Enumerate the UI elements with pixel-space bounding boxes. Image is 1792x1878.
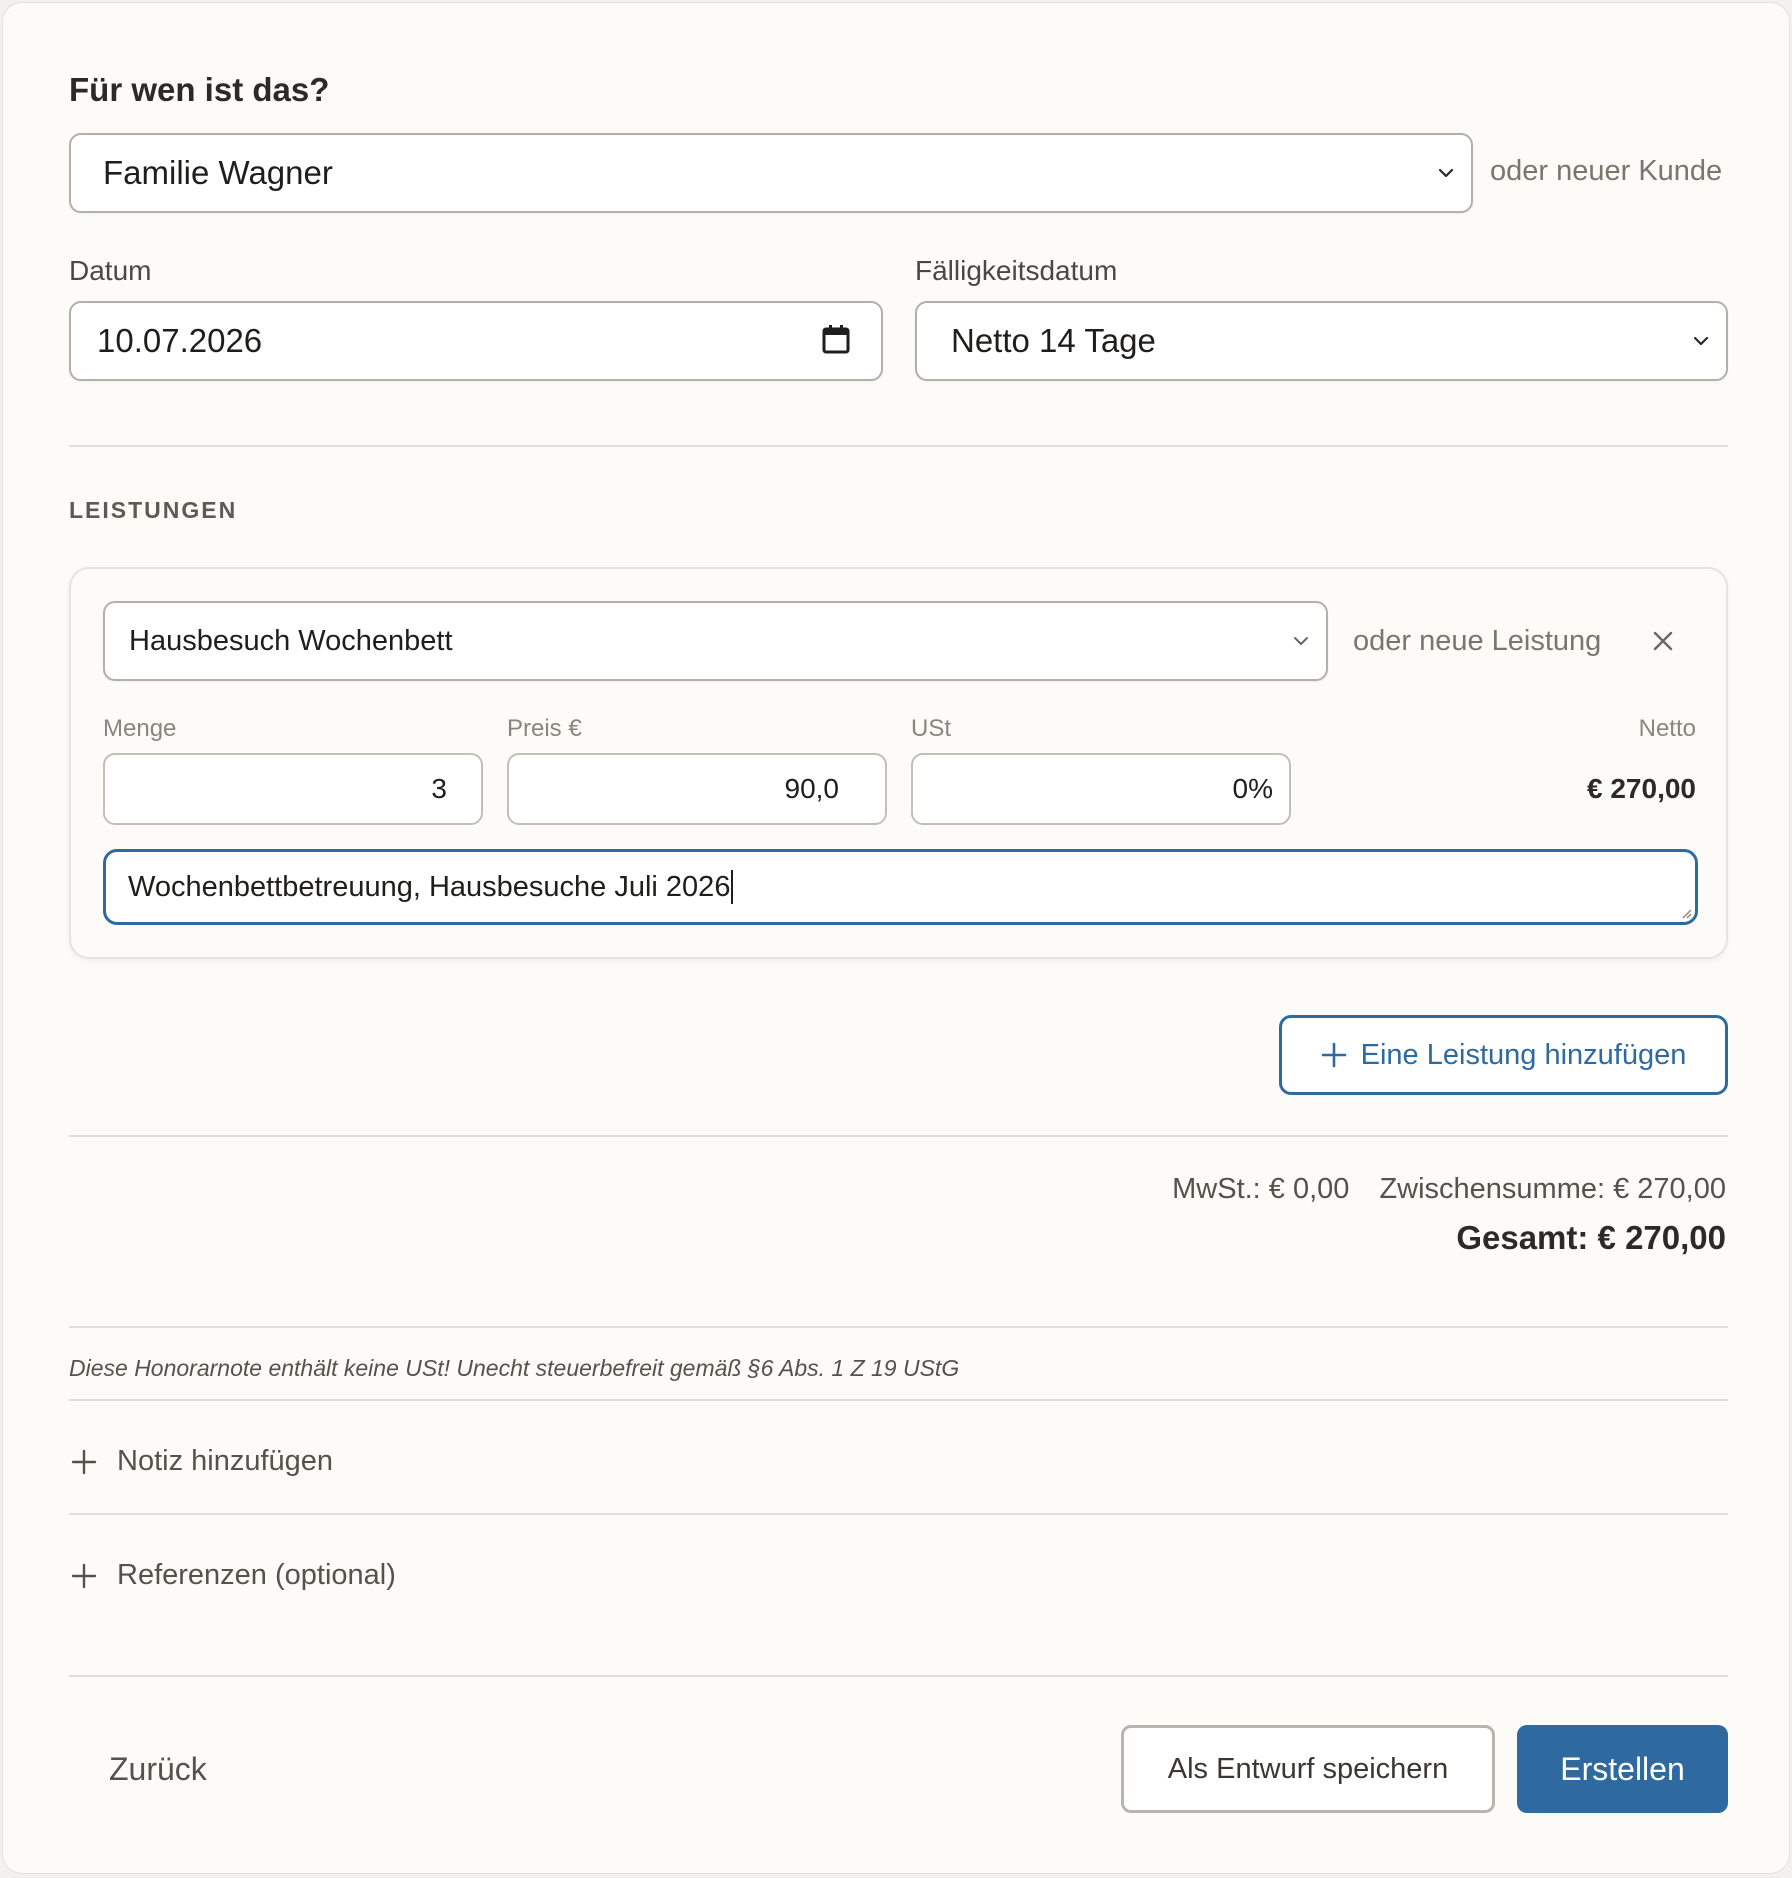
service-item-card <box>69 567 1728 959</box>
plus-icon <box>1321 1042 1347 1068</box>
grand-total: Gesamt: € 270,00 <box>1456 1219 1726 1256</box>
divider <box>69 1326 1728 1328</box>
chevron-down-icon <box>1290 630 1312 652</box>
new-customer-link[interactable]: oder neuer Kunde <box>1490 155 1723 187</box>
create-button[interactable]: Erstellen <box>1517 1725 1728 1813</box>
plus-icon <box>71 1563 97 1589</box>
text-caret <box>731 870 733 904</box>
date-value: 10.07.2026 <box>97 322 263 359</box>
net-label: Netto <box>1638 715 1696 742</box>
calendar-icon[interactable] <box>821 323 851 355</box>
due-date-value: Netto 14 Tage <box>951 322 1156 359</box>
customer-select[interactable] <box>69 133 1473 213</box>
new-service-link[interactable]: oder neue Leistung <box>1353 625 1602 657</box>
chevron-down-icon <box>1690 330 1712 352</box>
quantity-input[interactable]: 3 <box>103 753 483 825</box>
net-amount: € 270,00 <box>1587 773 1696 804</box>
resize-handle-icon[interactable] <box>1680 907 1692 919</box>
vat-label: USt <box>911 715 952 742</box>
invoice-form-card <box>2 2 1790 1874</box>
divider <box>69 1135 1728 1137</box>
date-label: Datum <box>69 255 152 286</box>
add-service-button[interactable] <box>1279 1015 1728 1095</box>
quantity-label: Menge <box>103 715 177 742</box>
description-value: Wochenbettbetreuung, Hausbesuche Juli 2026 <box>128 870 731 903</box>
tax-notice: Diese Honorarnote enthält keine USt! Unecht steuerbefreit gemäß §6 Abs. 1 Z 19 UStG <box>69 1355 960 1381</box>
references-toggle[interactable] <box>71 1559 396 1592</box>
divider <box>69 1513 1728 1515</box>
close-icon[interactable] <box>1651 629 1675 653</box>
due-date-select[interactable] <box>915 301 1728 381</box>
totals-line <box>1172 1173 1726 1206</box>
back-button[interactable]: Zurück <box>109 1751 207 1787</box>
service-select[interactable] <box>103 601 1328 681</box>
chevron-down-icon <box>1435 162 1457 184</box>
save-draft-button[interactable]: Als Entwurf speichern <box>1121 1725 1495 1813</box>
price-label: Preis € <box>507 715 582 742</box>
customer-select-value: Familie Wagner <box>103 154 333 191</box>
vat-total: MwSt.: € 0,00 <box>1172 1173 1350 1205</box>
divider <box>69 1675 1728 1677</box>
subtotal: Zwischensumme: € 270,00 <box>1379 1173 1726 1205</box>
vat-input[interactable]: 0% <box>911 753 1291 825</box>
add-note-toggle[interactable] <box>71 1445 333 1478</box>
references-label: Referenzen (optional) <box>117 1559 396 1591</box>
price-input[interactable]: 90,0 <box>507 753 887 825</box>
date-input[interactable] <box>69 301 883 381</box>
divider <box>69 445 1728 447</box>
add-service-label: Eine Leistung hinzufügen <box>1360 1038 1687 1071</box>
description-input[interactable] <box>103 849 1698 925</box>
due-date-label: Fälligkeitsdatum <box>915 255 1118 286</box>
add-note-label: Notiz hinzufügen <box>117 1445 334 1477</box>
plus-icon <box>71 1449 97 1475</box>
service-select-value: Hausbesuch Wochenbett <box>129 624 453 657</box>
page-title: Für wen ist das? <box>69 71 330 108</box>
services-heading: LEISTUNGEN <box>69 497 238 523</box>
divider <box>69 1399 1728 1401</box>
